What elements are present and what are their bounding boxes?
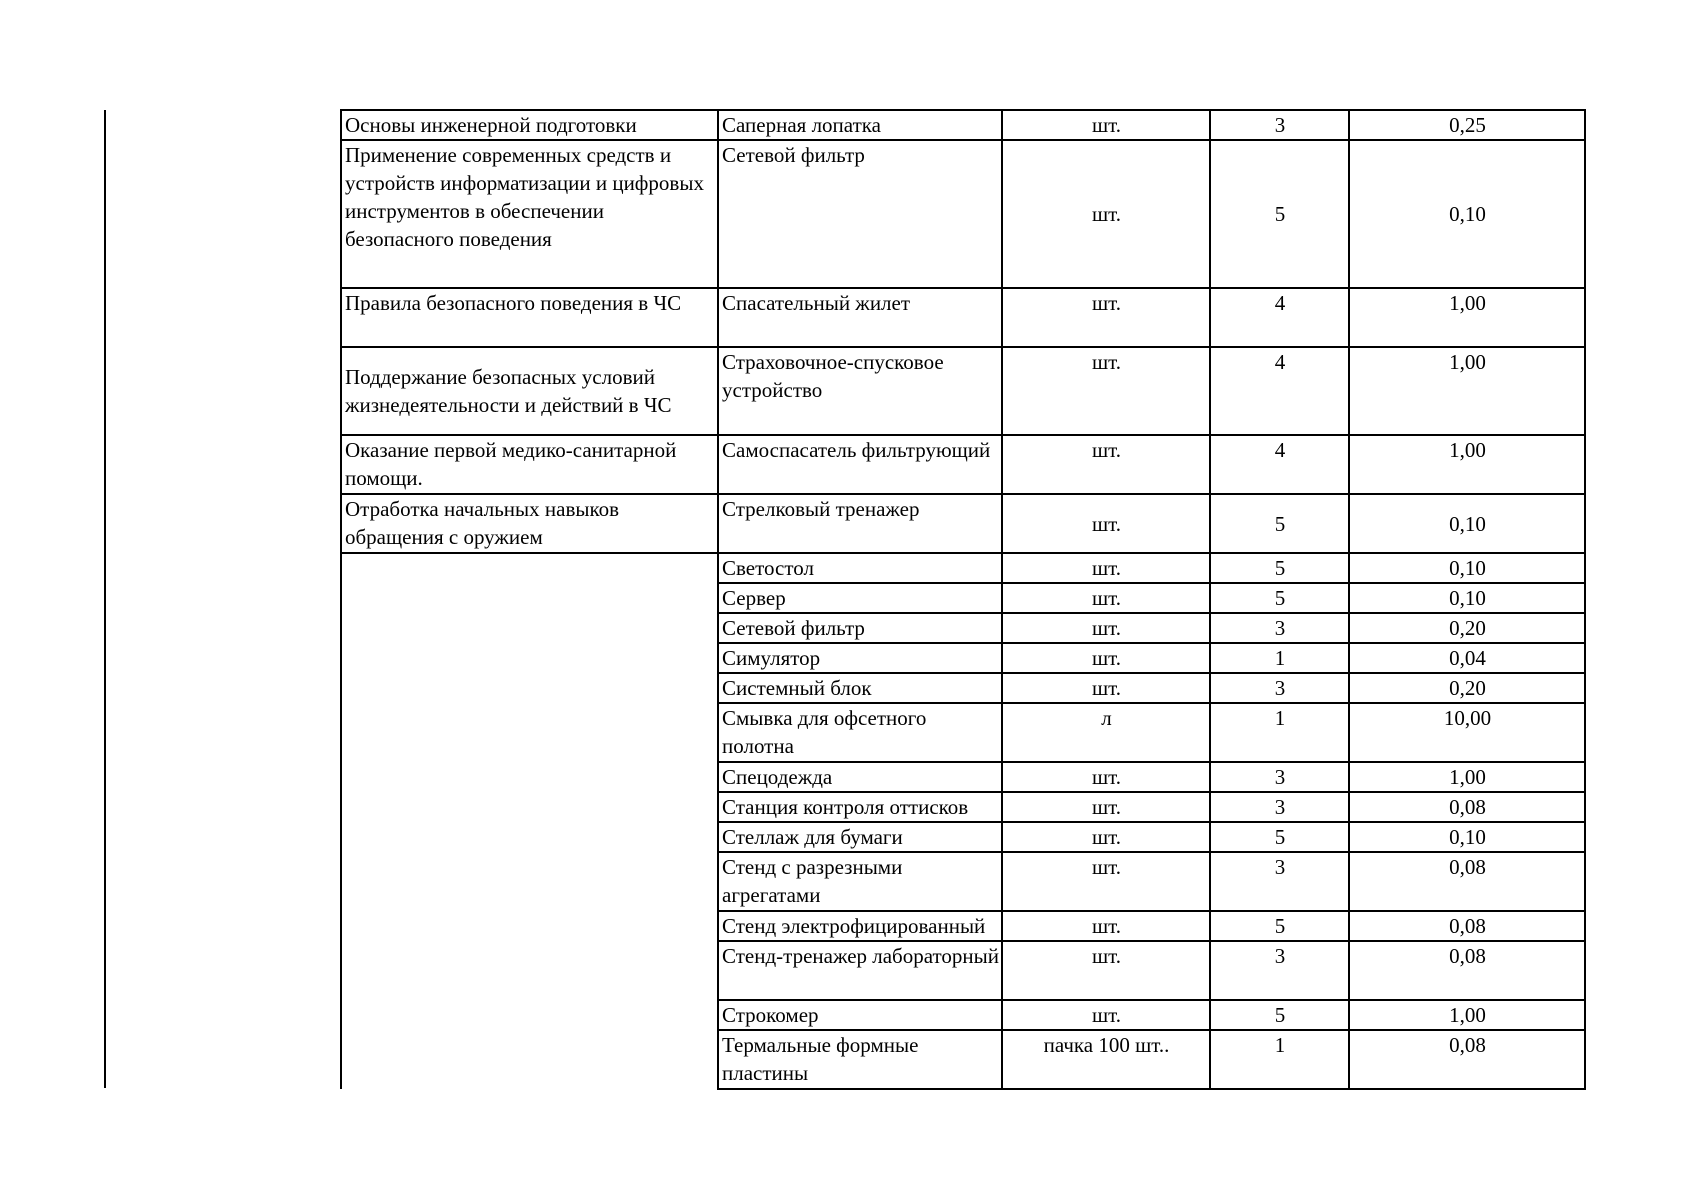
unit-cell: шт.	[1002, 435, 1210, 494]
item-cell: Стенд с разрезными агрегатами	[718, 852, 1002, 911]
item-cell: Сетевой фильтр	[718, 140, 1002, 288]
qty-cell: 4	[1210, 347, 1349, 435]
unit-cell: шт.	[1002, 288, 1210, 347]
item-cell: Станция контроля оттисков	[718, 792, 1002, 822]
table-row	[341, 140, 1585, 288]
unit-cell: шт.	[1002, 1000, 1210, 1030]
norm-cell: 1,00	[1349, 347, 1585, 435]
qty-cell: 3	[1210, 673, 1349, 703]
unit-cell: шт.	[1002, 110, 1210, 140]
unit-cell: шт.	[1002, 911, 1210, 941]
item-cell: Саперная лопатка	[718, 110, 1002, 140]
unit-cell: л	[1002, 703, 1210, 762]
unit-cell: шт.	[1002, 941, 1210, 1000]
item-cell: Симулятор	[718, 643, 1002, 673]
norm-cell: 1,00	[1349, 1000, 1585, 1030]
norm-cell: 0,08	[1349, 852, 1585, 911]
item-cell: Сетевой фильтр	[718, 613, 1002, 643]
table-row	[341, 435, 1585, 494]
topic-cell: Основы инженерной подготовки	[341, 110, 718, 140]
qty-cell: 3	[1210, 941, 1349, 1000]
unit-cell: шт.	[1002, 613, 1210, 643]
table-row	[341, 110, 1585, 140]
item-cell: Смывка для офсетного полотна	[718, 703, 1002, 762]
topic-cell: Оказание первой медико-санитарной помощи.	[341, 435, 718, 494]
item-cell: Стеллаж для бумаги	[718, 822, 1002, 852]
item-cell: Стрелковый тренажер	[718, 494, 1002, 553]
norm-cell: 0,10	[1349, 140, 1585, 288]
qty-cell: 1	[1210, 703, 1349, 762]
item-cell: Системный блок	[718, 673, 1002, 703]
table-row	[341, 553, 1585, 583]
qty-cell: 5	[1210, 553, 1349, 583]
qty-cell: 5	[1210, 1000, 1349, 1030]
qty-cell: 1	[1210, 1030, 1349, 1089]
norm-cell: 0,08	[1349, 792, 1585, 822]
unit-cell: шт.	[1002, 140, 1210, 288]
norm-cell: 1,00	[1349, 288, 1585, 347]
norm-cell: 1,00	[1349, 435, 1585, 494]
item-cell: Самоспасатель фильтрующий	[718, 435, 1002, 494]
norm-cell: 0,08	[1349, 941, 1585, 1000]
qty-cell: 3	[1210, 110, 1349, 140]
norm-cell: 0,25	[1349, 110, 1585, 140]
qty-cell: 3	[1210, 613, 1349, 643]
table-row	[341, 347, 1585, 435]
qty-cell: 1	[1210, 643, 1349, 673]
norm-cell: 0,10	[1349, 494, 1585, 553]
topic-cell: Поддержание безопасных условий жизнедеятельности и действий в ЧС	[341, 347, 718, 435]
norm-cell: 0,08	[1349, 1030, 1585, 1089]
unit-cell: шт.	[1002, 822, 1210, 852]
unit-cell: шт.	[1002, 347, 1210, 435]
norm-cell: 0,08	[1349, 911, 1585, 941]
qty-cell: 5	[1210, 822, 1349, 852]
norm-cell: 0,10	[1349, 583, 1585, 613]
unit-cell: шт.	[1002, 852, 1210, 911]
left-margin-rule	[104, 110, 106, 1088]
qty-cell: 4	[1210, 435, 1349, 494]
table-row	[341, 288, 1585, 347]
item-cell: Спасательный жилет	[718, 288, 1002, 347]
unit-cell: шт.	[1002, 673, 1210, 703]
qty-cell: 5	[1210, 583, 1349, 613]
item-cell: Страховочное-спусковое устройство	[718, 347, 1002, 435]
unit-cell: шт.	[1002, 792, 1210, 822]
qty-cell: 3	[1210, 852, 1349, 911]
norm-cell: 10,00	[1349, 703, 1585, 762]
item-cell: Светостол	[718, 553, 1002, 583]
topic-cell: Правила безопасного поведения в ЧС	[341, 288, 718, 347]
norm-cell: 0,20	[1349, 673, 1585, 703]
unit-cell: шт.	[1002, 494, 1210, 553]
unit-cell: шт.	[1002, 762, 1210, 792]
qty-cell: 5	[1210, 494, 1349, 553]
unit-cell: шт.	[1002, 583, 1210, 613]
topic-cell: Применение современных средств и устройств информатизации и цифровых инструментов в обеспечении безопасного поведения	[341, 140, 718, 288]
norm-cell: 0,04	[1349, 643, 1585, 673]
item-cell: Спецодежда	[718, 762, 1002, 792]
qty-cell: 5	[1210, 911, 1349, 941]
item-cell: Стенд электрофицированный	[718, 911, 1002, 941]
norm-cell: 1,00	[1349, 762, 1585, 792]
norm-cell: 0,20	[1349, 613, 1585, 643]
item-cell: Термальные формные пластины	[718, 1030, 1002, 1089]
unit-cell: пачка 100 шт..	[1002, 1030, 1210, 1089]
unit-cell: шт.	[1002, 643, 1210, 673]
qty-cell: 5	[1210, 140, 1349, 288]
norm-cell: 0,10	[1349, 553, 1585, 583]
norm-cell: 0,10	[1349, 822, 1585, 852]
item-cell: Сервер	[718, 583, 1002, 613]
qty-cell: 3	[1210, 792, 1349, 822]
qty-cell: 3	[1210, 762, 1349, 792]
topic-cell: Отработка начальных навыков обращения с оружием	[341, 494, 718, 553]
empty-topic-cell	[341, 553, 718, 1089]
item-cell: Стенд-тренажер лабораторный	[718, 941, 1002, 1000]
item-cell: Строкомер	[718, 1000, 1002, 1030]
table-row	[341, 494, 1585, 553]
equipment-table	[340, 109, 1586, 1090]
qty-cell: 4	[1210, 288, 1349, 347]
unit-cell: шт.	[1002, 553, 1210, 583]
